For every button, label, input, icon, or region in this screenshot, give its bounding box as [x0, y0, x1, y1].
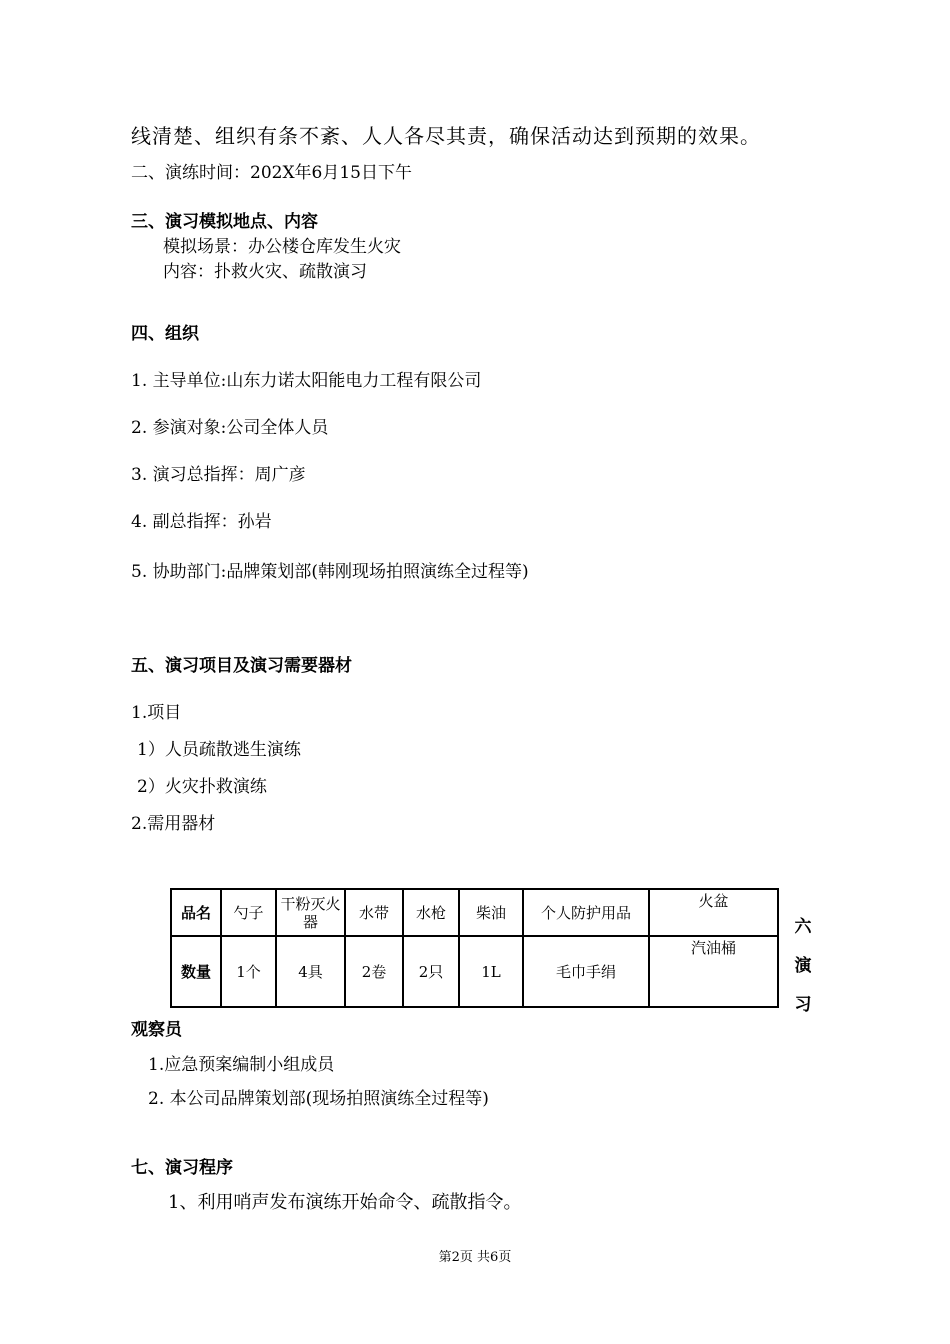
project-item-2: 2）火灾扑救演练	[137, 777, 267, 797]
table-cell: 个人防护用品	[523, 889, 649, 936]
equipment-table	[170, 888, 779, 1008]
page-footer: 第2页 共6页	[438, 1250, 512, 1265]
section-3-title: 三、演习模拟地点、内容	[131, 212, 318, 232]
table-cell: 火盆	[649, 889, 778, 936]
table-cell: 4具	[276, 936, 345, 1007]
project-title: 1.项目	[131, 703, 182, 723]
observer-item-2: 2. 本公司品牌策划部(现场拍照演练全过程等)	[148, 1089, 489, 1109]
table-cell: 2卷	[345, 936, 403, 1007]
table-cell: 水带	[345, 889, 403, 936]
vertical-char: 六	[794, 917, 812, 937]
table-cell: 1L	[459, 936, 523, 1007]
project-item-1: 1）人员疏散逃生演练	[137, 740, 301, 760]
org-item-3: 3. 演习总指挥：周广彦	[131, 465, 306, 485]
intro-continuation: 线清楚、组织有条不紊、人人各尽其责，确保活动达到预期的效果。	[131, 124, 761, 148]
table-cell: 1个	[221, 936, 276, 1007]
table-row-quantities	[171, 936, 778, 1007]
table-cell: 2只	[403, 936, 459, 1007]
section-6-vertical-heading	[793, 908, 813, 1025]
section-7-title: 七、演习程序	[131, 1158, 233, 1178]
table-cell: 干粉灭火器	[276, 889, 345, 936]
table-cell: 水枪	[403, 889, 459, 936]
section-5-title: 五、演习项目及演习需要器材	[131, 656, 352, 676]
section-2-time: 二、演练时间：202X年6月15日下午	[131, 163, 412, 183]
table-cell: 汽油桶	[649, 936, 778, 1007]
row-label-quantity: 数量	[171, 936, 221, 1007]
row-label-name: 品名	[171, 889, 221, 936]
equipment-title: 2.需用器材	[131, 814, 216, 834]
section-3-scene: 模拟场景：办公楼仓库发生火灾	[163, 237, 401, 257]
table-cell: 柴油	[459, 889, 523, 936]
vertical-char: 演	[794, 956, 812, 976]
table-cell: 毛巾手绢	[523, 936, 649, 1007]
section-3-content: 内容：扑救火灾、疏散演习	[163, 262, 367, 282]
table-row-names	[171, 889, 778, 936]
section-6-continuation: 观察员	[131, 1020, 182, 1040]
org-item-1: 1. 主导单位:山东力诺太阳能电力工程有限公司	[131, 371, 482, 391]
vertical-char: 习	[794, 995, 812, 1015]
observer-item-1: 1.应急预案编制小组成员	[148, 1055, 335, 1075]
org-item-4: 4. 副总指挥：孙岩	[131, 512, 272, 532]
org-item-5: 5. 协助部门:品牌策划部(韩刚现场拍照演练全过程等)	[131, 562, 529, 582]
table-cell: 勺子	[221, 889, 276, 936]
org-item-2: 2. 参演对象:公司全体人员	[131, 418, 329, 438]
section-4-title: 四、组织	[131, 324, 199, 344]
procedure-item-1: 1、利用哨声发布演练开始命令、疏散指令。	[168, 1192, 522, 1213]
